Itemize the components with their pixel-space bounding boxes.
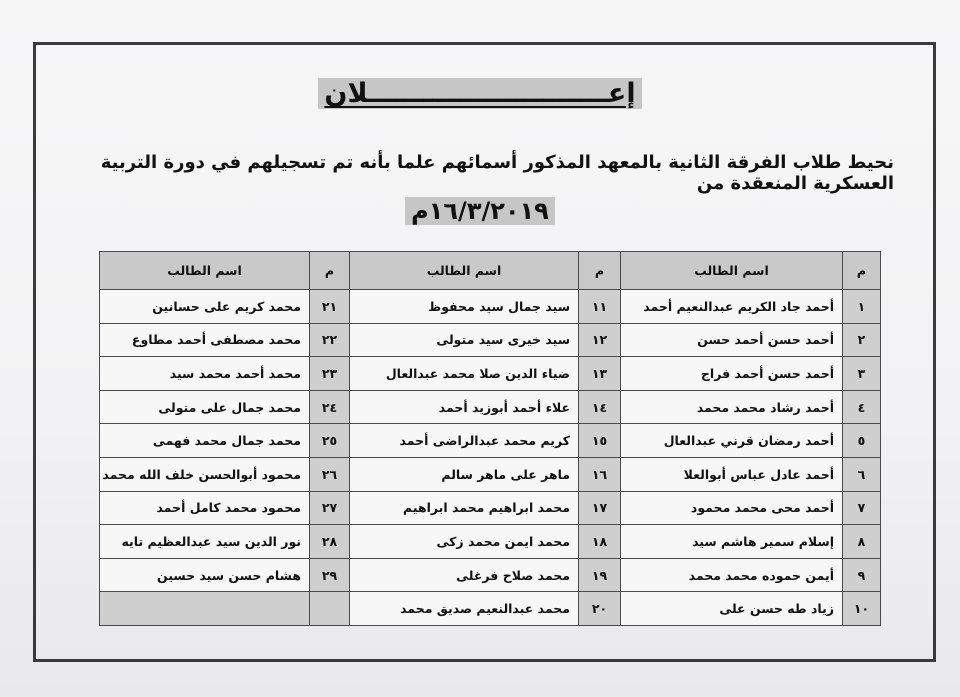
- student-name-cell: ضياء الدين صلا محمد عبدالعال: [350, 357, 579, 391]
- serial-cell: ١٤: [579, 390, 621, 424]
- student-name-cell: سيد جمال سيد محفوظ: [350, 290, 579, 324]
- serial-cell: ١٧: [579, 491, 621, 525]
- student-name-cell: محمد جمال محمد فهمى: [100, 424, 310, 458]
- student-name-cell: محمد ابراهيم محمد ابراهيم: [350, 491, 579, 525]
- table-row: [100, 424, 881, 458]
- announcement-title: [0, 78, 960, 109]
- col-name-2: اسم الطالب: [350, 252, 579, 290]
- intro-text: نحيط طلاب الفرقة الثانية بالمعهد المذكور أسمائهم علما بأنه تم تسجيلهم في دورة التربية العسكرية المنعقدة من: [100, 152, 894, 194]
- table-header-row: [100, 252, 881, 290]
- serial-cell: ١: [843, 290, 881, 324]
- serial-cell: ٢٥: [310, 424, 350, 458]
- student-name-cell: إسلام سمير هاشم سيد: [621, 525, 843, 559]
- serial-cell: [310, 592, 350, 626]
- col-num-1: م: [843, 252, 881, 290]
- serial-cell: ٢٩: [310, 558, 350, 592]
- table-row: [100, 558, 881, 592]
- serial-cell: ٢٤: [310, 390, 350, 424]
- student-table: [99, 251, 881, 626]
- table-row: [100, 491, 881, 525]
- student-name-cell: هشام حسن سيد حسين: [100, 558, 310, 592]
- title-text: إعــــــــــــــــــــــــــلان: [318, 78, 641, 109]
- student-name-cell: أحمد رمضان قرني عبدالعال: [621, 424, 843, 458]
- serial-cell: ٦: [843, 457, 881, 491]
- serial-cell: ٢٨: [310, 525, 350, 559]
- student-name-cell: محمد أحمد محمد سيد: [100, 357, 310, 391]
- table-row: [100, 457, 881, 491]
- col-name-1: اسم الطالب: [621, 252, 843, 290]
- serial-cell: ٢٧: [310, 491, 350, 525]
- student-name-cell: أحمد رشاد محمد محمد: [621, 390, 843, 424]
- serial-cell: ٤: [843, 390, 881, 424]
- student-name-cell: زياد طه حسن على: [621, 592, 843, 626]
- student-name-cell: محمود أبوالحسن خلف الله محمد: [100, 457, 310, 491]
- table-row: [100, 357, 881, 391]
- serial-cell: ١١: [579, 290, 621, 324]
- serial-cell: ١٩: [579, 558, 621, 592]
- table-row: [100, 390, 881, 424]
- serial-cell: ٢٦: [310, 457, 350, 491]
- student-name-cell: ماهر على ماهر سالم: [350, 457, 579, 491]
- serial-cell: ١٢: [579, 323, 621, 357]
- student-name-cell: محمد ايمن محمد زكى: [350, 525, 579, 559]
- serial-cell: ١٣: [579, 357, 621, 391]
- serial-cell: ٢٠: [579, 592, 621, 626]
- student-name-cell: محمد عبدالنعيم صديق محمد: [350, 592, 579, 626]
- serial-cell: ٢٣: [310, 357, 350, 391]
- serial-cell: ٣: [843, 357, 881, 391]
- serial-cell: ٢٢: [310, 323, 350, 357]
- serial-cell: ٩: [843, 558, 881, 592]
- serial-cell: ٧: [843, 491, 881, 525]
- student-name-cell: [100, 592, 310, 626]
- serial-cell: ٢: [843, 323, 881, 357]
- table-row: [100, 592, 881, 626]
- serial-cell: ٥: [843, 424, 881, 458]
- student-name-cell: أحمد جاد الكريم عبدالنعيم أحمد: [621, 290, 843, 324]
- serial-cell: ١٠: [843, 592, 881, 626]
- student-name-cell: محمد صلاح فرغلى: [350, 558, 579, 592]
- student-name-cell: سيد خيرى سيد متولى: [350, 323, 579, 357]
- serial-cell: ٢١: [310, 290, 350, 324]
- student-name-cell: كريم محمد عبدالراضى أحمد: [350, 424, 579, 458]
- col-name-3: اسم الطالب: [100, 252, 310, 290]
- student-name-cell: أحمد حسن أحمد حسن: [621, 323, 843, 357]
- table-row: [100, 323, 881, 357]
- course-date: ١٦/٣/٢٠١٩م: [405, 197, 555, 225]
- col-num-2: م: [579, 252, 621, 290]
- student-name-cell: أيمن حموده محمد محمد: [621, 558, 843, 592]
- student-name-cell: أحمد محى محمد محمود: [621, 491, 843, 525]
- student-name-cell: أحمد عادل عباس أبوالعلا: [621, 457, 843, 491]
- table-body: [100, 290, 881, 626]
- table-row: [100, 525, 881, 559]
- student-name-cell: محمد مصطفى أحمد مطاوع: [100, 323, 310, 357]
- serial-cell: ٨: [843, 525, 881, 559]
- student-name-cell: نور الدين سيد عبدالعظيم تايه: [100, 525, 310, 559]
- serial-cell: ١٦: [579, 457, 621, 491]
- student-name-cell: محمد كريم على حسانين: [100, 290, 310, 324]
- col-num-3: م: [310, 252, 350, 290]
- table-row: [100, 290, 881, 324]
- serial-cell: ١٨: [579, 525, 621, 559]
- date-line: [0, 197, 960, 225]
- student-name-cell: أحمد حسن أحمد فراج: [621, 357, 843, 391]
- serial-cell: ١٥: [579, 424, 621, 458]
- student-name-cell: علاء أحمد أبوزيد أحمد: [350, 390, 579, 424]
- student-name-cell: محمود محمد كامل أحمد: [100, 491, 310, 525]
- student-name-cell: محمد جمال على متولى: [100, 390, 310, 424]
